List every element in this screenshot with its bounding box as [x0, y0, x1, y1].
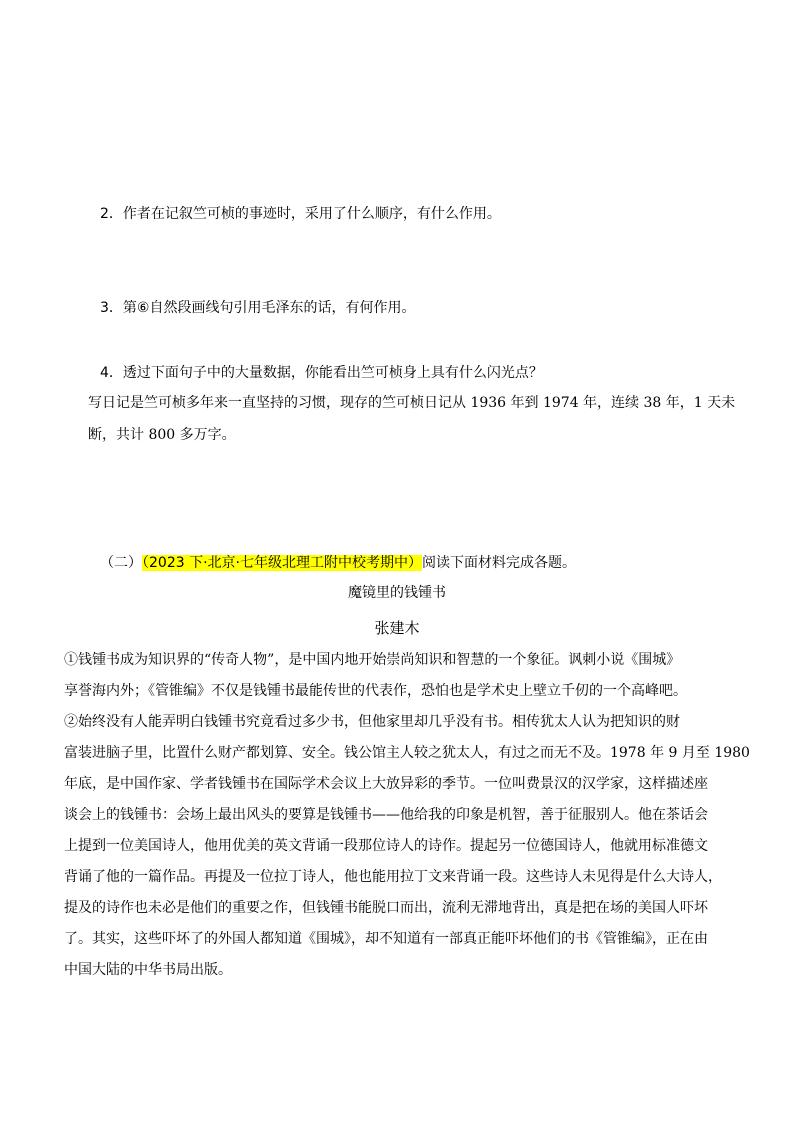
- section-2-prefix: （二）: [100, 555, 142, 571]
- p2-line-5: 上提到一位美国诗人，他用优美的英文背诵一段那位诗人的诗作。提起另一位德国诗人，他就用标准德文: [64, 838, 708, 854]
- q4-quote-line-2: 断，共计 800 多万字。: [88, 427, 236, 443]
- p2-line-4: 谈会上的钱锺书：会场上最出风头的要算是钱锺书——他给我的印象是机智，善于征服别人。他在茶话会: [64, 807, 708, 823]
- article-author: 张建木: [374, 619, 420, 637]
- p2-line-2: 富装进脑子里，比置什么财产都划算、安全。钱公馆主人较之犹太人，有过之而无不及。1978 年 9 月至 1980: [64, 745, 750, 761]
- p2-line-3: 年底，是中国作家、学者钱锺书在国际学术会议上大放异彩的季节。一位叫费景汉的汉学家，这样描述座: [64, 776, 708, 792]
- question-3: 3．第⑥自然段画线句引用毛泽东的话，有何作用。: [100, 300, 416, 316]
- article-title: 魔镜里的钱锺书: [348, 585, 446, 601]
- section-2-source: （2023 下·北京·七年级北理工附中校考期中）: [142, 555, 422, 571]
- p2-line-9: 中国大陆的中华书局出版。: [64, 962, 232, 978]
- question-4: 4．透过下面句子中的大量数据，你能看出竺可桢身上具有什么闪光点？: [100, 365, 543, 381]
- section-2-instruction: 阅读下面材料完成各题。: [421, 555, 576, 571]
- question-2: 2．作者在记叙竺可桢的事迹时，采用了什么顺序，有什么作用。: [100, 206, 501, 222]
- p2-line-8: 了。其实，这些吓坏了的外国人都知道《围城》，却不知道有一部真正能吓坏他们的书《管锥编》，正在由: [64, 931, 708, 947]
- p2-line-6: 背诵了他的一篇作品。再提及一位拉丁诗人，他也能用拉丁文来背诵一段。这些诗人未见得是什么大诗人，: [64, 869, 722, 885]
- p2-line-7: 提及的诗作也未必是他们的重要之作，但钱锺书能脱口而出，流利无滞地背出，真是把在场的美国人吓坏: [64, 900, 708, 916]
- p1-line-2: 享誉海内外；《管锥编》不仅是钱锺书最能传世的代表作，恐怕也是学术史上壁立千仞的一个高峰吧。: [64, 683, 687, 699]
- p1-line-1: ①钱锺书成为知识界的“传奇人物”，是中国内地开始崇尚知识和智慧的一个象征。讽刺小说《围城》: [64, 652, 681, 668]
- p2-line-1: ②始终没有人能弄明白钱锺书究竟看过多少书，但他家里却几乎没有书。相传犹太人认为把知识的财: [64, 714, 680, 730]
- section-2-header: [100, 553, 576, 573]
- q4-quote-line-1: 写日记是竺可桢多年来一直坚持的习惯，现存的竺可桢日记从 1936 年到 1974 年，连续 38 年，1 天未: [88, 395, 736, 411]
